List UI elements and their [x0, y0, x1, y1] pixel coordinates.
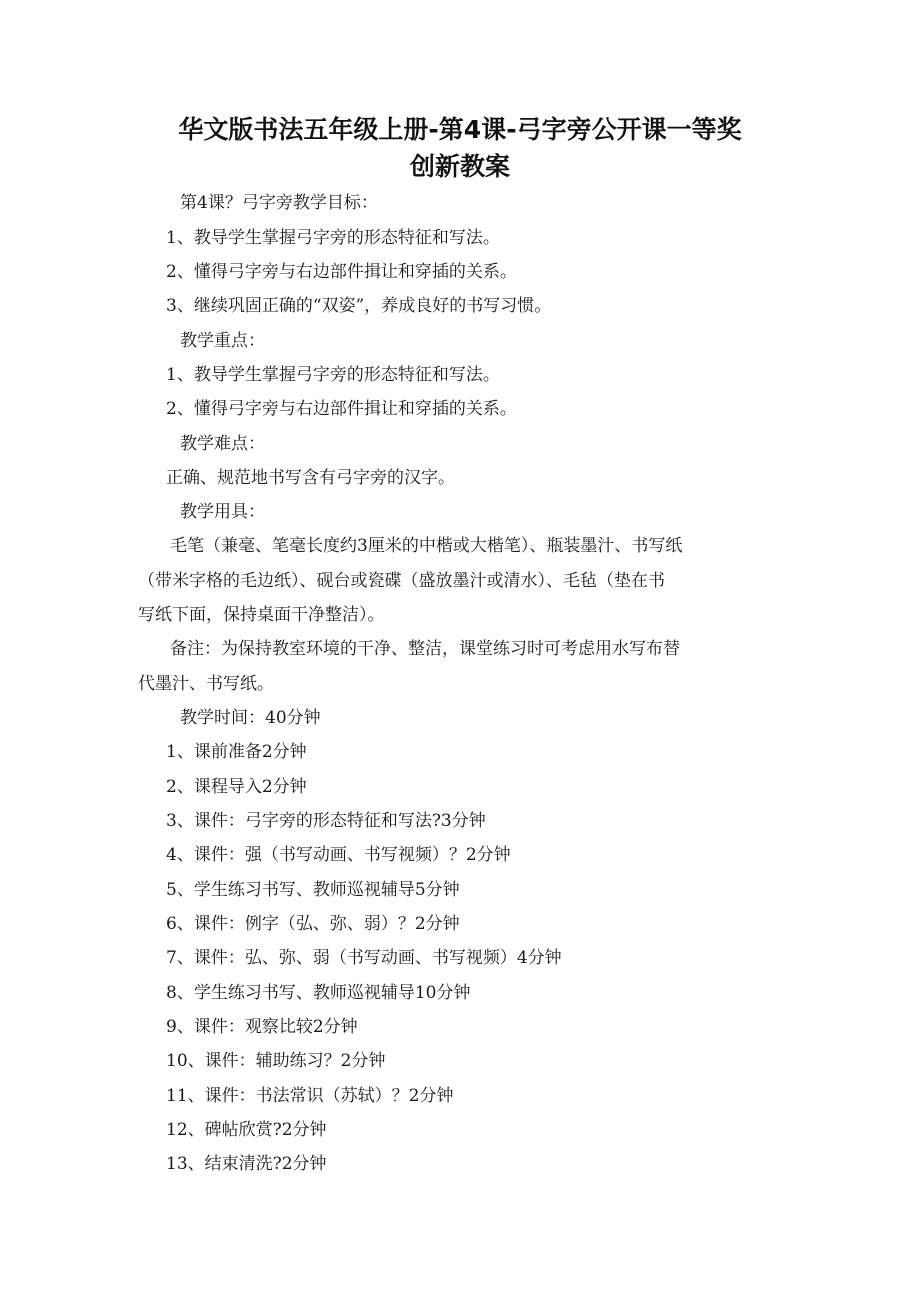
tools-line-1: 毛笔（兼毫、笔毫长度约3厘米的中楷或大楷笔）、瓶装墨汁、书写纸 [170, 536, 683, 556]
time-item-11: 11、课件：书法常识（苏轼）？2分钟 [166, 1086, 454, 1106]
key-points-heading: 教学重点： [180, 331, 265, 351]
tools-heading: 教学用具： [180, 502, 265, 522]
time-item-7: 7、课件：弘、弥、弱（书写动画、书写视频）4分钟 [166, 948, 562, 968]
time-item-2: 2、课程导入2分钟 [166, 777, 307, 797]
time-item-8: 8、学生练习书写、教师巡视辅导10分钟 [166, 983, 471, 1003]
time-item-9: 9、课件：观察比较2分钟 [166, 1017, 358, 1037]
note-line-2: 代墨汁、书写纸。 [138, 674, 274, 694]
time-item-1: 1、课前准备2分钟 [166, 742, 307, 762]
objective-item-2: 2、懂得弓字旁与右边部件揖让和穿插的关系。 [166, 262, 517, 282]
time-item-12: 12、碑帖欣赏?2分钟 [166, 1120, 327, 1140]
difficulties-heading: 教学难点： [180, 434, 265, 454]
tools-line-2: （带米字格的毛边纸）、砚台或瓷碟（盛放墨汁或清水）、毛毡（垫在书 [138, 571, 665, 591]
document-title-line-1: 华文版书法五年级上册-第4课-弓字旁公开课一等奖 [178, 115, 742, 144]
time-heading: 教学时间：40分钟 [180, 708, 321, 728]
objective-item-1: 1、教导学生掌握弓字旁的形态特征和写法。 [166, 228, 500, 248]
key-point-item-1: 1、教导学生掌握弓字旁的形态特征和写法。 [166, 365, 500, 385]
time-item-5: 5、学生练习书写、教师巡视辅导5分钟 [166, 880, 460, 900]
objective-item-3: 3、继续巩固正确的“双姿”，养成良好的书写习惯。 [166, 296, 552, 316]
time-item-13: 13、结束清洗?2分钟 [166, 1154, 327, 1174]
time-item-3: 3、课件：弓字旁的形态特征和写法?3分钟 [166, 811, 486, 831]
time-item-4: 4、课件：强（书写动画、书写视频）？2分钟 [166, 845, 511, 865]
note-line-1: 备注：为保持教室环境的干净、整洁，课堂练习时可考虑用水写布替 [170, 639, 680, 659]
key-point-item-2: 2、懂得弓字旁与右边部件揖让和穿插的关系。 [166, 399, 517, 419]
tools-line-3: 写纸下面，保持桌面干净整洁）。 [138, 605, 385, 625]
document-title-line-2: 创新教案 [409, 152, 510, 181]
time-item-6: 6、课件：例字（弘、弥、弱）？2分钟 [166, 914, 460, 934]
objectives-heading: 第4课？弓字旁教学目标： [180, 193, 378, 213]
time-item-10: 10、课件：辅助练习？2分钟 [166, 1051, 386, 1071]
difficulties-text: 正确、规范地书写含有弓字旁的汉字。 [166, 468, 455, 488]
